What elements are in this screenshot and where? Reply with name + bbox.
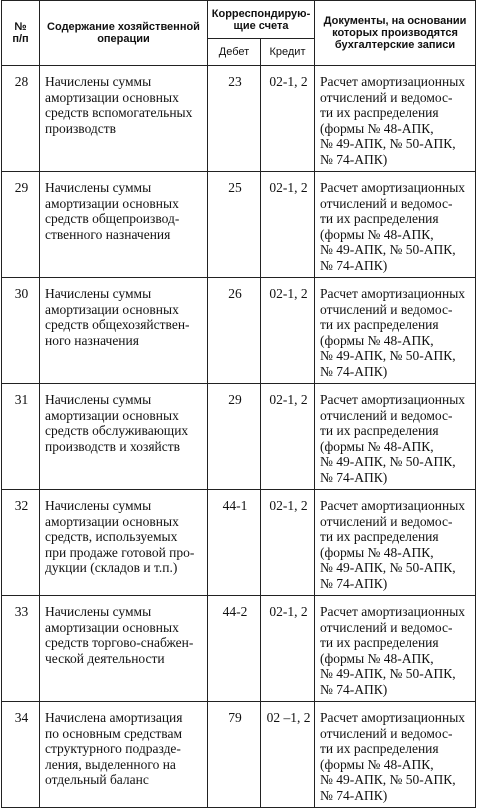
- row-content: Начислены суммы амортизации основных средств вспомогательных производств: [40, 66, 208, 172]
- header-debit: Дебет: [208, 39, 261, 66]
- row-debit: 29: [208, 384, 261, 490]
- row-number: 30: [2, 278, 40, 384]
- row-number: 32: [2, 490, 40, 596]
- row-number: 33: [2, 596, 40, 702]
- row-credit: 02-1, 2: [261, 172, 315, 278]
- table-body: [2, 66, 476, 808]
- header-credit: Кредит: [261, 39, 315, 66]
- row-documents: Расчет амортизационных отчислений и ведомос- ти их распределения (формы № 48-АПК, № 49-АПК, № 50-АПК, № 74-АПК): [315, 596, 476, 702]
- row-content: Начислены суммы амортизации основных средств, используемых при продаже готовой про- дукции (складов и т.п.): [40, 490, 208, 596]
- table-header: [2, 1, 476, 66]
- row-documents: Расчет амортизационных отчислений и ведомос- ти их распределения (формы № 48-АПК, № 49-АПК, № 50-АПК, № 74-АПК): [315, 66, 476, 172]
- row-documents: Расчет амортизационных отчислений и ведомос- ти их распределения (формы № 48-АПК, № 49-АПК, № 50-АПК, № 74-АПК): [315, 702, 476, 808]
- row-credit: 02-1, 2: [261, 490, 315, 596]
- table-row: [2, 278, 476, 384]
- row-content: Начислены суммы амортизации основных средств обслуживающих производств и хозяйств: [40, 384, 208, 490]
- table-row: [2, 66, 476, 172]
- header-number: № п/п: [2, 1, 40, 66]
- row-documents: Расчет амортизационных отчислений и ведомос- ти их распределения (формы № 48-АПК, № 49-АПК, № 50-АПК, № 74-АПК): [315, 278, 476, 384]
- row-content: Начислены суммы амортизации основных средств торгово-снабжен- ческой деятельности: [40, 596, 208, 702]
- row-content: Начислены суммы амортизации основных средств общепроизвод- ственного назначения: [40, 172, 208, 278]
- table-row: [2, 384, 476, 490]
- row-debit: 26: [208, 278, 261, 384]
- table-row: [2, 172, 476, 278]
- header-content: Содержание хозяйственной операции: [40, 1, 208, 66]
- row-debit: 44-2: [208, 596, 261, 702]
- row-debit: 25: [208, 172, 261, 278]
- table-row: [2, 596, 476, 702]
- operations-table: [1, 0, 476, 808]
- table-row: [2, 490, 476, 596]
- row-credit: 02-1, 2: [261, 596, 315, 702]
- header-documents: Документы, на основании которых производятся бухгалтерские записи: [315, 1, 476, 66]
- row-documents: Расчет амортизационных отчислений и ведомос- ти их распределения (формы № 48-АПК, № 49-АПК, № 50-АПК, № 74-АПК): [315, 384, 476, 490]
- row-documents: Расчет амортизационных отчислений и ведомос- ти их распределения (формы № 48-АПК, № 49-АПК, № 50-АПК, № 74-АПК): [315, 172, 476, 278]
- row-content: Начислены суммы амортизации основных средств общехозяйствен- ного назначения: [40, 278, 208, 384]
- row-content: Начислена амортизация по основным средствам структурного подразде- ления, выделенного на отдельный баланс: [40, 702, 208, 808]
- row-debit: 23: [208, 66, 261, 172]
- row-debit: 79: [208, 702, 261, 808]
- table-row: [2, 702, 476, 808]
- header-row: [2, 1, 476, 39]
- row-number: 31: [2, 384, 40, 490]
- row-credit: 02 –1, 2: [261, 702, 315, 808]
- row-credit: 02-1, 2: [261, 66, 315, 172]
- row-debit: 44-1: [208, 490, 261, 596]
- row-documents: Расчет амортизационных отчислений и ведомос- ти их распределения (формы № 48-АПК, № 49-АПК, № 50-АПК, № 74-АПК): [315, 490, 476, 596]
- row-number: 34: [2, 702, 40, 808]
- row-number: 29: [2, 172, 40, 278]
- row-credit: 02-1, 2: [261, 278, 315, 384]
- row-number: 28: [2, 66, 40, 172]
- row-credit: 02-1, 2: [261, 384, 315, 490]
- header-accounts: Корреспондирую- щие счета: [208, 1, 315, 39]
